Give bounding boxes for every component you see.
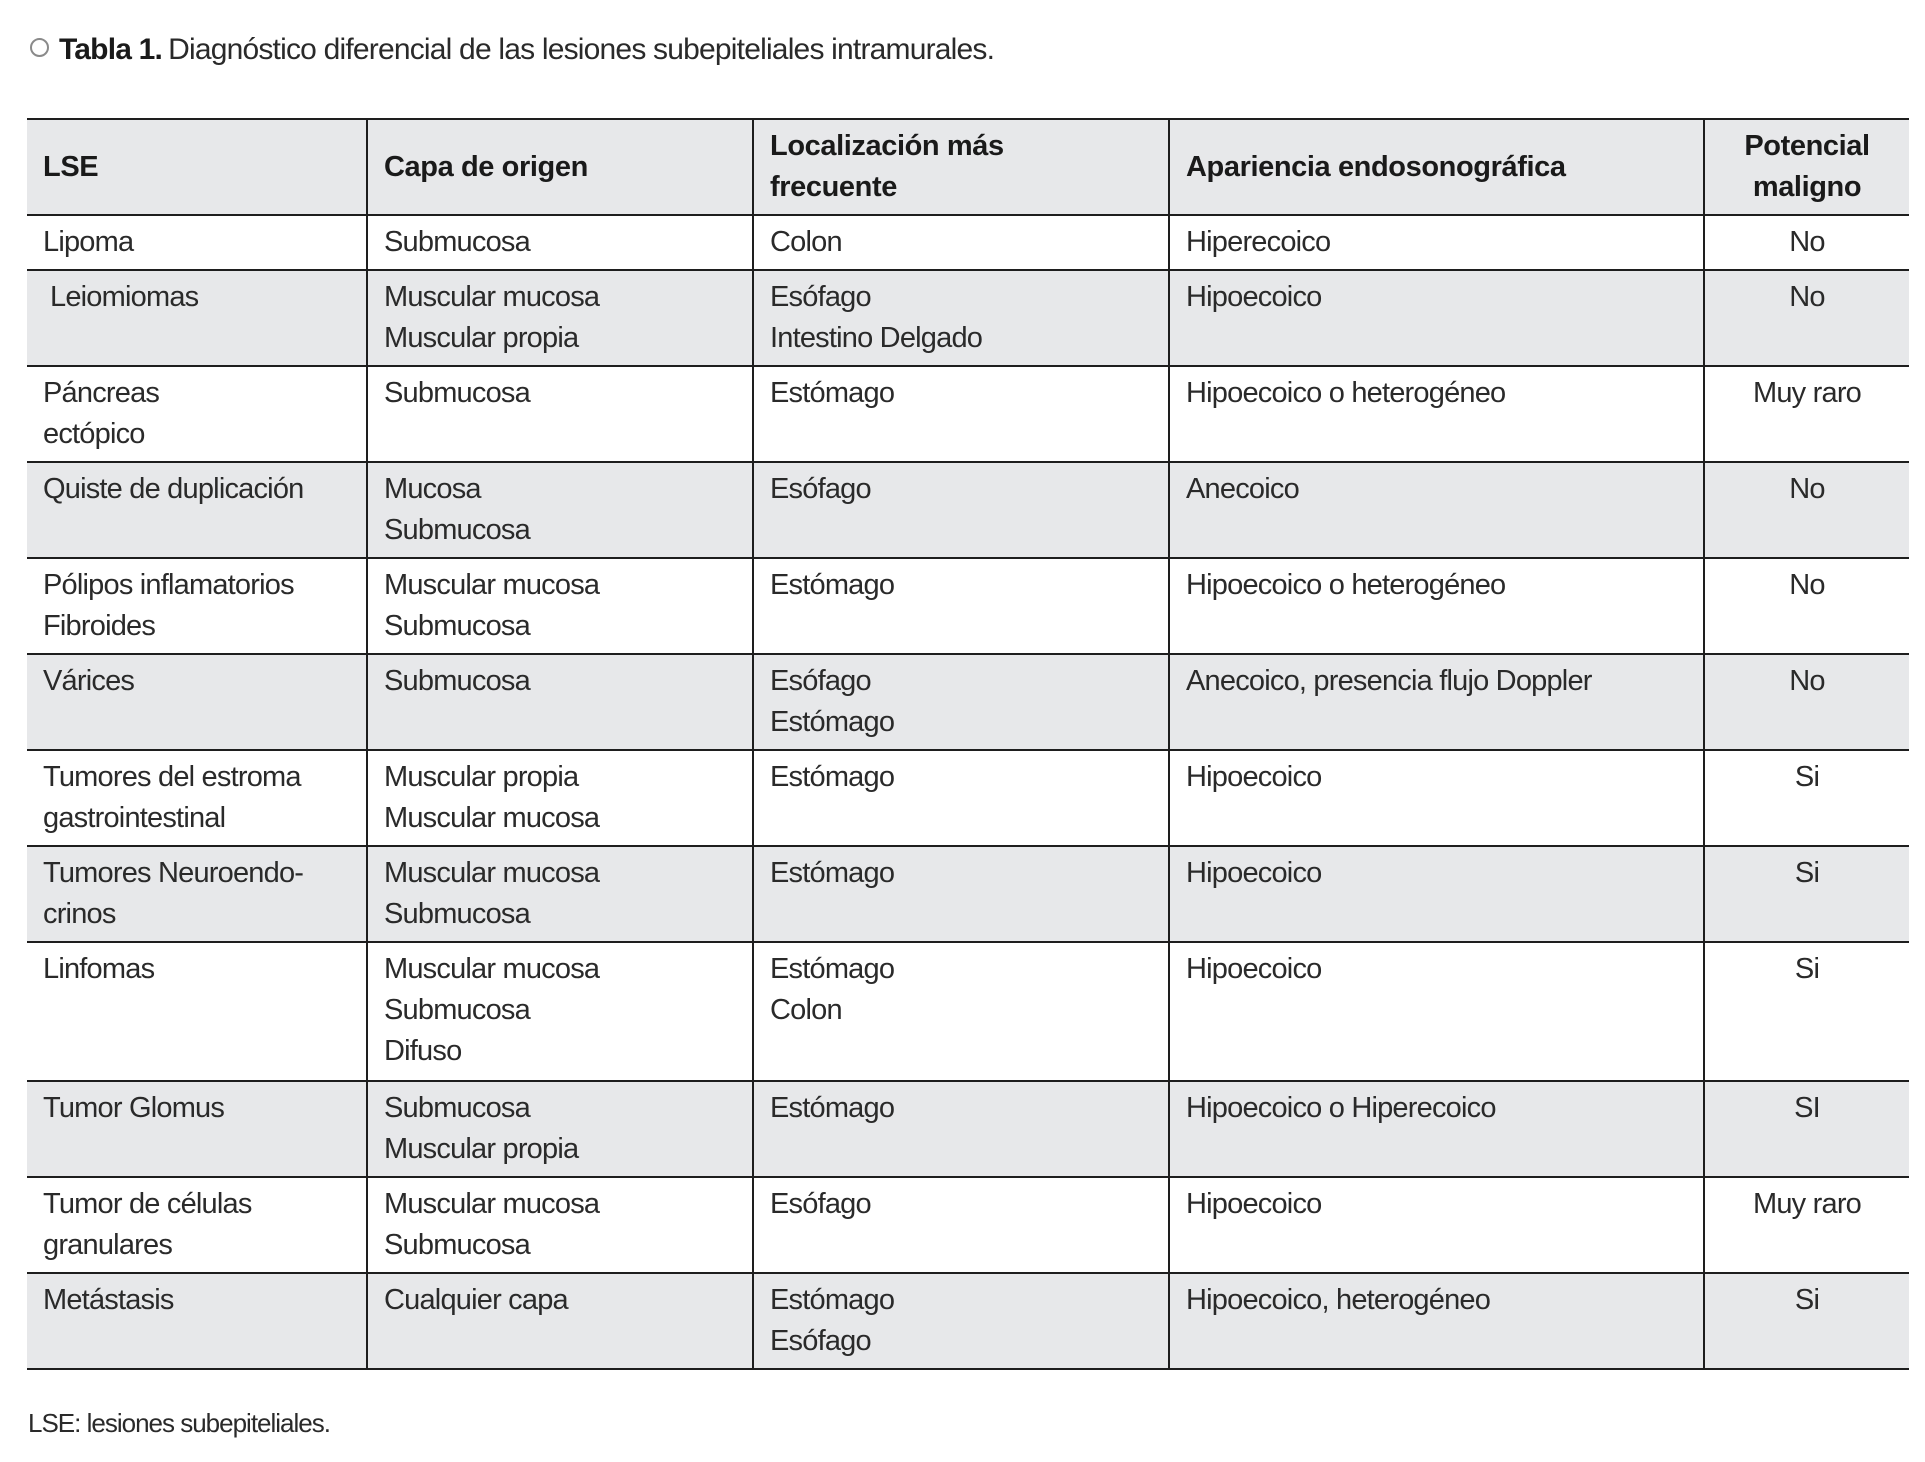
cell-apariencia: Hipoecoico: [1169, 750, 1704, 846]
cell-lse: Tumor de células granulares: [27, 1177, 367, 1273]
cell-capa: Muscular mucosa Muscular propia: [367, 270, 753, 366]
cell-apariencia: Hipoecoico: [1169, 846, 1704, 942]
cell-potencial: Si: [1704, 846, 1909, 942]
cell-localizacion: Esófago Estómago: [753, 654, 1169, 750]
differential-diagnosis-table: [27, 118, 1909, 1370]
cell-potencial: Si: [1704, 1273, 1909, 1369]
cell-localizacion: Esófago: [753, 462, 1169, 558]
cell-capa: Submucosa: [367, 654, 753, 750]
cell-localizacion: Esófago: [753, 1177, 1169, 1273]
cell-localizacion: Estómago: [753, 558, 1169, 654]
cell-potencial: No: [1704, 558, 1909, 654]
header-apariencia: Apariencia endosonográfica: [1169, 119, 1704, 215]
table-caption: [30, 30, 994, 70]
cell-capa: Muscular mucosa Submucosa: [367, 846, 753, 942]
table-header-row: [27, 119, 1909, 215]
cell-lse: Tumores del estroma gastrointestinal: [27, 750, 367, 846]
cell-localizacion: Estómago: [753, 846, 1169, 942]
circle-bullet-icon: [30, 38, 49, 57]
cell-apariencia: Anecoico, presencia flujo Doppler: [1169, 654, 1704, 750]
cell-localizacion: Colon: [753, 215, 1169, 270]
cell-lse: Várices: [27, 654, 367, 750]
table-row: [27, 215, 1909, 270]
table-footnote: LSE: lesiones subepiteliales.: [28, 1408, 330, 1438]
cell-apariencia: Hipoecoico: [1169, 1177, 1704, 1273]
table-row: [27, 942, 1909, 1081]
header-potencial-maligno: Potencial maligno: [1704, 119, 1909, 215]
cell-localizacion: Estómago: [753, 750, 1169, 846]
cell-localizacion: Estómago: [753, 1081, 1169, 1177]
cell-potencial: Si: [1704, 750, 1909, 846]
cell-apariencia: Hipoecoico, heterogéneo: [1169, 1273, 1704, 1369]
table-row: [27, 750, 1909, 846]
cell-apariencia: Anecoico: [1169, 462, 1704, 558]
table-row: [27, 846, 1909, 942]
cell-capa: Muscular mucosa Submucosa: [367, 558, 753, 654]
table-caption-text: Diagnóstico diferencial de las lesiones subepiteliales intramurales.: [168, 33, 995, 66]
cell-localizacion: Estómago Colon: [753, 942, 1169, 1081]
cell-lse: Quiste de duplicación: [27, 462, 367, 558]
cell-capa: Mucosa Submucosa: [367, 462, 753, 558]
cell-apariencia: Hipoecoico: [1169, 270, 1704, 366]
cell-potencial: No: [1704, 270, 1909, 366]
cell-potencial: Muy raro: [1704, 1177, 1909, 1273]
cell-localizacion: Esófago Intestino Delgado: [753, 270, 1169, 366]
cell-lse: Linfomas: [27, 942, 367, 1081]
table-row: [27, 270, 1909, 366]
cell-potencial: Muy raro: [1704, 366, 1909, 462]
cell-potencial: SI: [1704, 1081, 1909, 1177]
header-lse: LSE: [27, 119, 367, 215]
cell-capa: Cualquier capa: [367, 1273, 753, 1369]
table-row: [27, 558, 1909, 654]
cell-apariencia: Hipoecoico: [1169, 942, 1704, 1081]
header-localizacion: Localización más frecuente: [753, 119, 1169, 215]
cell-potencial: No: [1704, 654, 1909, 750]
cell-lse: Tumores Neuroendo- crinos: [27, 846, 367, 942]
cell-lse: Leiomiomas: [27, 270, 367, 366]
cell-potencial: No: [1704, 215, 1909, 270]
cell-capa: Muscular mucosa Submucosa: [367, 1177, 753, 1273]
header-capa-de-origen: Capa de origen: [367, 119, 753, 215]
cell-capa: Submucosa Muscular propia: [367, 1081, 753, 1177]
table-caption-label: Tabla 1.: [59, 33, 163, 66]
cell-lse: Pólipos inflamatorios Fibroides: [27, 558, 367, 654]
cell-lse: Lipoma: [27, 215, 367, 270]
cell-apariencia: Hipoecoico o heterogéneo: [1169, 366, 1704, 462]
table-row: [27, 1081, 1909, 1177]
cell-lse: Metástasis: [27, 1273, 367, 1369]
cell-lse: Tumor Glomus: [27, 1081, 367, 1177]
cell-lse: Páncreas ectópico: [27, 366, 367, 462]
table-row: [27, 462, 1909, 558]
table-row: [27, 654, 1909, 750]
cell-apariencia: Hiperecoico: [1169, 215, 1704, 270]
cell-capa: Muscular propia Muscular mucosa: [367, 750, 753, 846]
cell-localizacion: Estómago: [753, 366, 1169, 462]
table-row: [27, 1273, 1909, 1369]
table-row: [27, 1177, 1909, 1273]
table-row: [27, 366, 1909, 462]
cell-capa: Submucosa: [367, 215, 753, 270]
cell-apariencia: Hipoecoico o Hiperecoico: [1169, 1081, 1704, 1177]
cell-potencial: Si: [1704, 942, 1909, 1081]
cell-localizacion: Estómago Esófago: [753, 1273, 1169, 1369]
cell-capa: Muscular mucosa Submucosa Difuso: [367, 942, 753, 1081]
cell-potencial: No: [1704, 462, 1909, 558]
cell-apariencia: Hipoecoico o heterogéneo: [1169, 558, 1704, 654]
cell-capa: Submucosa: [367, 366, 753, 462]
